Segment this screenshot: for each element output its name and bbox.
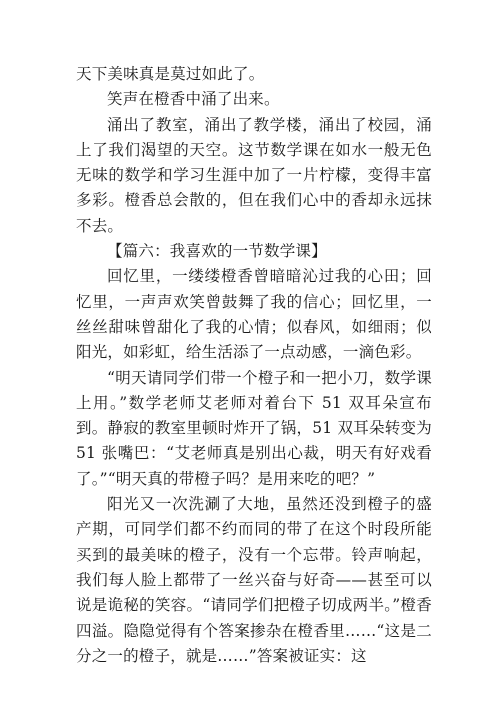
paragraph-3: 涌出了教室，涌出了教学楼，涌出了校园，涌上了我们渴望的天空。这节数学课在如水一般无色无味的数学和学习生涯中加了一片柠檬，变得丰富多彩。橙香总会散的，但在我们心中的香却永远抹不去。: [76, 115, 432, 235]
paragraph-4: 回忆里，一缕缕橙香曾暗暗沁过我的心田；回忆里，一声声欢笑曾鼓舞了我的信心；回忆里，一丝丝甜味曾甜化了我的心情；似春风，如细雨；似阳光，如彩虹，给生活添了一点动感，一滴色彩。: [76, 267, 432, 362]
paragraph-6: 阳光又一次洗涮了大地，虽然还没到橙子的盛产期，可同学们都不约而同的带了在这个时段所能买到的最美味的橙子，没有一个忘带。铃声响起，我们每人脸上都带了一丝兴奋与好奇——甚至可以说是诡秘的笑容。“请同学们把橙子切成两半。”橙香四溢。隐隐觉得有个答案掺杂在橙香里……“这是二分之一的橙子，就是……”答案被证实：这: [76, 495, 432, 665]
paragraph-1: 天下美味真是莫过如此了。: [76, 65, 265, 83]
document-body: [76, 62, 432, 669]
paragraph-5: “明天请同学们带一个橙子和一把小刀，数学课上用。”数学老师艾老师对着台下 51 双耳朵宣布到。静寂的教室里顿时炸开了锅，51 双耳朵转变为 51 张嘴巴：“艾老师真是别出心裁，明天有好戏看了。”“明天真的带橙子吗？是用来吃的吧？”: [76, 368, 432, 488]
paragraph-2: 笑声在橙香中涌了出来。: [107, 90, 280, 109]
section-heading: 【篇六：我喜欢的一节数学课】: [107, 242, 327, 261]
